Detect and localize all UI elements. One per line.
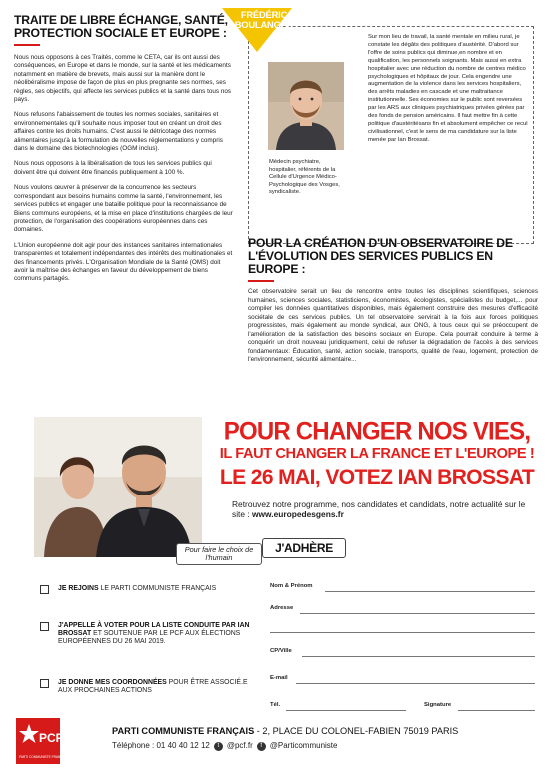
option-rest: POUR ÊTRE ASSOCIÉ.E AUX PROCHAINES ACTIONS: [58, 679, 248, 695]
nom-label: Nom & Prénom: [270, 583, 313, 589]
footer-facebook[interactable]: @Particommuniste: [269, 741, 338, 750]
adhere-badge: J'ADHÈRE: [262, 538, 346, 558]
tel-line: [286, 710, 406, 711]
left-column: [14, 14, 234, 291]
adresse-label: Adresse: [270, 605, 294, 611]
option-bold: JE REJOINS: [58, 585, 99, 592]
portrait-photo: [268, 62, 344, 150]
website-intro: Retrouvez notre programme, nos candidates et candidats, notre actualité sur le site :: [232, 499, 526, 520]
footer-org: PARTI COMMUNISTE FRANÇAIS: [112, 726, 255, 736]
tel-label: Tél.: [270, 702, 281, 708]
testimony-name: FRÉDÉRIC BOULANGER: [234, 9, 294, 30]
testimony-text: Sur mon lieu de travail, la santé mentale en milieu rural, je constate les dégâts des politiques d'austérité. D'abord sur l'offre de soins publics qui diminue,en nombre et en qualification, les personnels soignants. Mais aussi en extra hospitalier avec une réduction du nombre de centres médico psychologiques et hôpitaux de jour. Cela engendre une augmentation de la violence dans les services hospitaliers, des arrêts maladies en cascade et une maltraitance institutionnelle. Ses économies sur le public sont reversées par les ARS aux cliniques psychiatriques privées gérées par des fonds de pension américains. Il faut mettre fin à cette politique d'austéritésans fin et absolument empêcher ce recul civilisationnel, c'est le sens de ma candidature sur la liste menée par Ian Brossat.: [368, 34, 528, 143]
title-underline: [248, 280, 274, 282]
footer-address: [112, 726, 542, 737]
checkbox[interactable]: [40, 679, 49, 688]
headline-line-3: LE 26 MAI, VOTEZ IAN BROSSAT: [219, 466, 535, 489]
humain-tag: Pour faire le choix de l'humain: [176, 543, 262, 565]
footer-twitter[interactable]: @pcf.fr: [226, 741, 253, 750]
left-paragraph-3: Nous nous opposons à la libéralisation de tous les services publics qui doivent être qui doivent être financés publiquement à 100 %.: [14, 160, 212, 176]
left-paragraph-2: Nous refusons l'abaissement de toutes les normes sociales, sanitaires et environnementales qu'il souhaite nous imposer tout en créant un droit des affaires contre les droits humains. C'est aussi le détricotage des normes alimentaires jusqu'à la formulation de nouvelles réglementations y compris dans le domaine des biotechnologies (OGM inclus).: [14, 111, 223, 153]
option-rest: LE PARTI COMMUNISTE FRANÇAIS: [98, 585, 217, 592]
cpville-line: [302, 656, 535, 657]
footer-address-text: - 2, PLACE DU COLONEL-FABIEN 75019 PARIS: [254, 726, 459, 736]
option-appelle[interactable]: [40, 622, 250, 647]
adresse-input[interactable]: [300, 603, 535, 612]
portrait-caption: Médecin psychiatre, hospitalier, référents de la Cellule d'Urgence Médico-Psychologique des Vosges, syndicaliste.: [269, 159, 340, 196]
option-bold: JE DONNE MES COORDONNÉES: [58, 679, 167, 686]
checkbox[interactable]: [40, 585, 49, 594]
option-coordonnees[interactable]: [40, 679, 250, 695]
tel-input[interactable]: [286, 700, 406, 709]
checkbox[interactable]: [40, 622, 49, 631]
pcf-logo: [16, 718, 68, 764]
headline-line-2: IL FAUT CHANGER LA FRANCE ET L'EUROPE !: [219, 446, 535, 462]
cpville-input[interactable]: [302, 646, 535, 655]
logo-subtext: PARTI COMMUNISTE FRANÇAIS: [19, 755, 68, 759]
adresse-line: [300, 613, 535, 614]
nom-line: [325, 591, 535, 592]
left-section-title: TRAITE DE LIBRE ÉCHANGE, SANTÉ, PROTECTION SOCIALE ET EUROPE :: [14, 13, 228, 40]
email-label: E-mail: [270, 675, 288, 681]
option-rejoins[interactable]: [40, 585, 250, 593]
headline-line-1: POUR CHANGER NOS VIES,: [223, 417, 531, 446]
title-underline: [14, 44, 40, 46]
left-paragraph-5: L'Union européenne doit agir pour des instances sanitaires internationales transparentes et totalement indépendantes des intérêts des multinationales et des financements privés. L'Organisation Mondiale de la Santé (OMS) doit avoir la maîtrise des échanges en faveur du développement de biens communs partagés.: [14, 241, 233, 283]
observatoire-title: POUR LA CRÉATION D'UN OBSERVATOIRE DE L'ÉVOLUTION DES SERVICES PUBLICS EN EUROPE :: [248, 236, 513, 276]
footer-contacts: [112, 741, 542, 751]
website-info: [232, 499, 532, 520]
observatoire-text: Cet observatoire serait un lieu de rencontre entre toutes les disciplines scientifiques, sciences humaines, sciences sociales, statisticiens, économistes, écologistes, spécialistes du budget,... pour compiler les données quantitatives disponibles, mais également construire des mesures d'efficacité sociétale de ces services publics. Un tel observatoire servirait à la fois aux forces politiques progressistes, mais également au monde syndical, aux ONG, à tous ceux qui se préoccupent de l'amélioration de la satisfaction des besoins sociaux en Europe. Cela pourrait conduire à terme à conquérir un droit nouveau juridiquement, celui de refuser la dégradation de l'accès à des services fondamentaux: Éducation, santé, action sociale, transports, qualité de l'eau, logement, protection de l'environnement, sécurité alimentaire...: [248, 288, 538, 363]
email-line: [296, 683, 535, 684]
footer-phone: Téléphone : 01 40 40 12 12: [112, 741, 210, 750]
website-link[interactable]: www.europedesgens.fr: [252, 509, 344, 520]
email-input[interactable]: [296, 673, 535, 682]
left-paragraph-1: Nous nous opposons à ces Traités, comme le CETA, car ils ont aussi des conséquences, en Europe et dans le monde, sur la santé et les médicaments notamment en matière de brevets, mais aussi sur la manière dont le néolibéralisme impose de façon de plus en plus pregnante ses normes, ses règles, ses objectifs, qui affecte les services publics et la santé dans tous nos pays.: [14, 54, 232, 104]
signature-label: Signature: [424, 702, 452, 708]
signature-line: [458, 710, 535, 711]
adresse-line-2: [270, 632, 535, 633]
left-paragraph-4: Nous voulons œuvrer à préserver de la concurrence les secteurs correspondant aux besoins humains comme la santé, l'environnement, les services publics et engager une bataille politique pour la reconnaissance de Biens communs européens, et la mise en place d'institutions chargées de leur protection, de l'organisation des coopérations européennes dans ces domaines.: [14, 184, 233, 234]
twitter-icon: t: [214, 742, 223, 751]
nom-input[interactable]: [325, 581, 535, 590]
logo-text: PCF: [39, 731, 63, 745]
option-bold: J'APPELLE À VOTER POUR LA LISTE CONDUITE PAR IAN BROSSAT: [58, 622, 250, 638]
candidate-photo: [34, 417, 202, 557]
option-rest: ET SOUTENUE PAR LE PCF AUX ÉLECTIONS EUROPÉENNES DU 26 MAI 2019.: [58, 630, 241, 646]
cpville-label: CP/Ville: [270, 648, 292, 654]
facebook-icon: f: [257, 742, 266, 751]
